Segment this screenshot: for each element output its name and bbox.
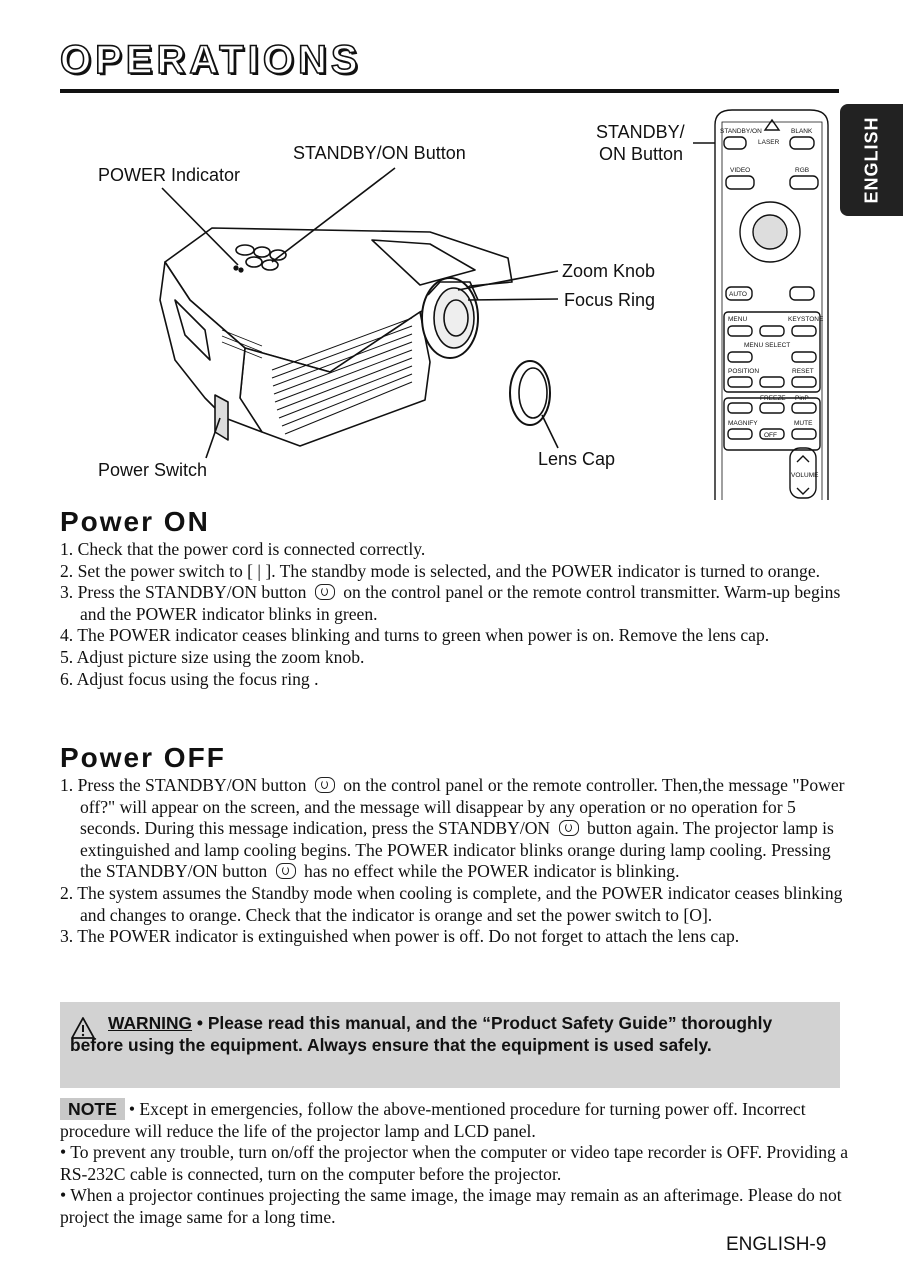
title-rule (60, 89, 839, 93)
list-item: 3. Press the STANDBY/ON button on the control panel or the remote control transmitter. Warm-up begins and the POWER indicator blinks in green. (60, 582, 841, 624)
remote-mute-label: MUTE (794, 420, 813, 427)
remote-position-label: POSITION (728, 368, 760, 375)
list-item: 1. Press the STANDBY/ON button on the control panel or the remote controller. Then,the message "Power off?" will appear on the screen, and the message will disappear by any operation or no operation for 5 seconds. During this message indication, press the STANDBY/ON button again. The projector lamp is extinguished and lamp cooling begins. The POWER indicator blinks orange during lamp cooling. Pressing the STANDBY/ON button has no effect while the POWER indicator is blinking. (60, 775, 845, 882)
power-on-steps (60, 539, 850, 690)
standby-symbol-icon (276, 863, 296, 879)
remote-keystone-label: KEYSTONE (788, 316, 824, 323)
zoom-knob-label: Zoom Knob (562, 261, 656, 281)
lens-cap-label: Lens Cap (538, 449, 616, 469)
remote-volume-label: VOLUME (791, 472, 819, 479)
power-off-steps (60, 775, 850, 948)
language-tab-label: ENGLISH (861, 116, 881, 204)
remote-freeze-label: FREEZE (760, 395, 786, 402)
standby-symbol-icon (315, 584, 335, 600)
remote-standby-callout-line2: ON Button (599, 144, 684, 164)
note-label: NOTE (60, 1098, 125, 1120)
focus-ring-label: Focus Ring (564, 290, 656, 310)
page-number: ENGLISH-9 (726, 1234, 827, 1255)
warning-label: WARNING (108, 1013, 193, 1033)
page-title: OPERATIONS (60, 38, 362, 82)
list-item: 3. The POWER indicator is extinguished when power is off. Do not forget to attach the lens cap. (60, 926, 740, 947)
list-item: 4. The POWER indicator ceases blinking and turns to green when power is on. Remove the lens cap. (60, 625, 770, 646)
standby-button-label: STANDBY/ON Button (293, 143, 466, 163)
power-on-heading: Power ON (60, 506, 210, 537)
remote-video-label: VIDEO (730, 167, 751, 174)
remote-off-label: OFF (764, 432, 777, 439)
remote-standby-label: STANDBY/ON (720, 128, 762, 135)
power-indicator-label: POWER Indicator (98, 165, 241, 185)
remote-standby-callout-line1: STANDBY/ (596, 122, 685, 142)
warning-text: WARNING • Please read this manual, and the “Product Safety Guide” thoroughly before using the equipment. Always ensure that the equipment is used safely. (70, 1013, 773, 1055)
remote-magnify-label: MAGNIFY (728, 420, 758, 427)
remote-laser-label: LASER (758, 139, 780, 146)
remote-pinp-label: PinP (795, 395, 809, 402)
remote-rgb-label: RGB (795, 167, 810, 174)
power-switch-label: Power Switch (98, 460, 208, 480)
remote-blank-label: BLANK (791, 128, 813, 135)
remote-menu-label: MENU (728, 316, 748, 323)
list-item: 2. The system assumes the Standby mode when cooling is complete, and the POWER indicator ceases blinking and changes to orange. Check that the indicator is orange and set the power switch to [O]. (60, 882, 843, 925)
remote-auto-label: AUTO (729, 291, 747, 298)
list-item: 2. Set the power switch to [ | ]. The standby mode is selected, and the POWER indicator is turned to orange. (60, 560, 821, 581)
list-item: 5. Adjust picture size using the zoom knob. (60, 646, 365, 667)
standby-symbol-icon (315, 777, 335, 793)
list-item: 1. Check that the power cord is connected correctly. (60, 539, 426, 559)
note-paragraph: NOTE • Except in emergencies, follow the above-mentioned procedure for turning power off. Incorrect procedure will reduce the life of the projector lamp and LCD panel. (60, 1099, 806, 1141)
notes-section (60, 1099, 850, 1229)
note-paragraph: • To prevent any trouble, turn on/off the projector when the computer or video tape recorder is OFF. Providing a RS-232C cable is connected, turn on the computer before the projector. (60, 1142, 849, 1184)
remote-reset-label: RESET (792, 368, 814, 375)
note-paragraph: • When a projector continues projecting the same image, the image may remain as an afterimage. Please do not project the image same for a long time. (60, 1185, 842, 1227)
remote-menu-select-label: MENU SELECT (744, 342, 791, 349)
power-off-heading: Power OFF (60, 742, 226, 773)
warning-box (60, 1002, 840, 1088)
list-item: 6. Adjust focus using the focus ring . (60, 668, 319, 689)
standby-symbol-icon (559, 820, 579, 836)
